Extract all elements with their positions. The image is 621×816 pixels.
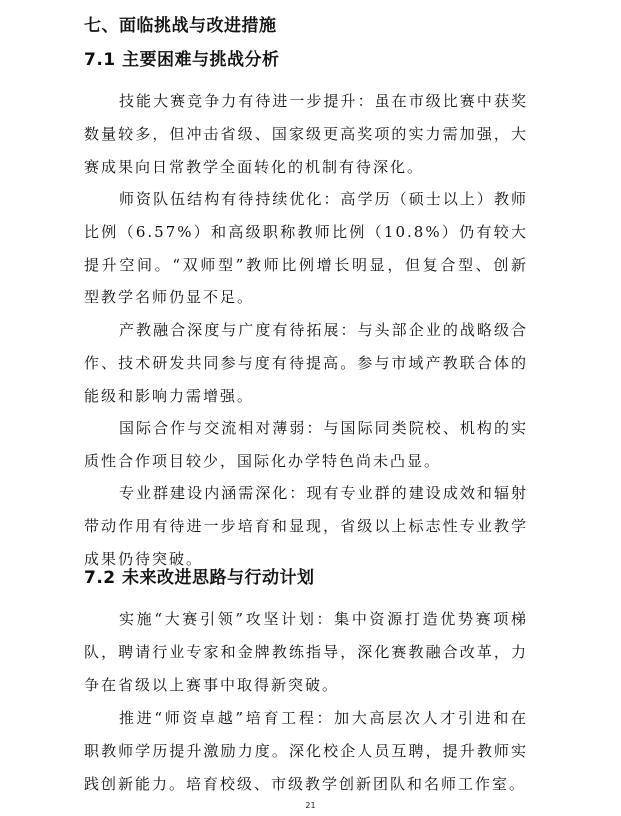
paragraph-specialty-groups: 专业群建设内涵需深化：现有专业群的建设成效和辐射带动作用有待进一步培育和显现，省级以上标志性专业教学成果仍待突破。: [84, 484, 528, 568]
page-number: 21: [305, 801, 316, 810]
subsection-heading-improvement: 7.2 未来改进思路与行动计划: [84, 568, 315, 588]
paragraph-faculty-plan: 推进“师资卓越”培育工程：加大高层次人才引进和在职教师学历提升激励力度。深化校企人员互聘，提升教师实践创新能力。培育校级、市级教学创新团队和名师工作室。: [84, 709, 528, 793]
section-heading: 七、面临挑战与改进措施: [84, 16, 277, 36]
subsection-heading-challenges: 7.1 主要困难与挑战分析: [84, 50, 280, 70]
paragraph-international: 国际合作与交流相对薄弱：与国际同类院校、机构的实质性合作项目较少，国际化办学特色尚未凸显。: [84, 419, 528, 470]
paragraph-industry-integration: 产教融合深度与广度有待拓展：与头部企业的战略级合作、技术研发共同参与度有待提高。参与市域产教联合体的能级和影响力需增强。: [84, 321, 528, 405]
paragraph-faculty: 师资队伍结构有待持续优化：高学历（硕士以上）教师比例（6.57%）和高级职称教师比例（10.8%）仍有较大提升空间。“双师型”教师比例增长明显，但复合型、创新型教学名师仍显不足。: [84, 190, 528, 307]
paragraph-competition: 技能大赛竞争力有待进一步提升：虽在市级比赛中获奖数量较多，但冲击省级、国家级更高奖项的实力需加强，大赛成果向日常教学全面转化的机制有待深化。: [84, 92, 528, 176]
paragraph-competition-plan: 实施“大赛引领”攻坚计划：集中资源打造优势赛项梯队，聘请行业专家和金牌教练指导，深化赛教融合改革，力争在省级以上赛事中取得新突破。: [84, 610, 528, 694]
